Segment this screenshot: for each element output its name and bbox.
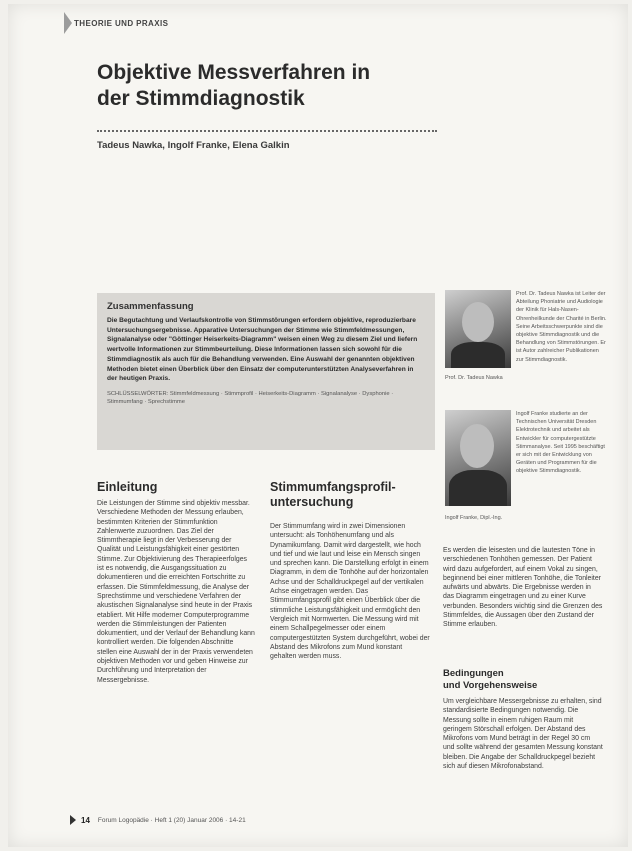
heading-bedingungen (443, 668, 608, 691)
heading-bedingungen-line-1: Bedingungen (443, 668, 504, 679)
bedingungen-paragraph: Um vergleichbare Messergebnisse zu erhalten, sind standardisierte Bedingungen notwendig. Die Messung sollte in einem ruhigen Raum mit geringem Störschall erfolgen. Der Abstand des Mikrofons vom Mund beträgt in der Regel 30 cm und sollte während der gesamten Messung konstant bleiben. Die Angabe der Schalldruckpegel bezieht sich auf diesen Mikrofonabstand. (443, 698, 603, 771)
bedingungen-text (443, 697, 603, 771)
author-caption-nawka: Prof. Dr. Tadeus Nawka (445, 375, 503, 381)
title-line-2: der Stimmdiagnostik (97, 87, 305, 110)
section-arrow-icon (64, 12, 72, 34)
page-number: 14 (81, 815, 90, 825)
authors: Tadeus Nawka, Ingolf Franke, Elena Galkin (97, 140, 290, 151)
section-label: THEORIE UND PRAXIS (74, 18, 169, 28)
heading-stimmumfang-line-2: untersuchung (270, 495, 354, 509)
summary-heading: Zusammenfassung (107, 301, 194, 312)
right-column-text (443, 546, 603, 630)
heading-bedingungen-line-2: und Vorgehensweise (443, 679, 538, 691)
author-bio-franke: Ingolf Franke studierte an der Technischen Universität Dresden Elektrotechnik und arbeitet als Entwickler für computergestützte Stimmanalyse. Seit 1995 beschäftigt er sich mit der Entwicklung von Geräten und Programmen für die objektive Stimmdiagnostik. (516, 411, 605, 475)
heading-stimmumfang (270, 480, 440, 510)
heading-einleitung: Einleitung (97, 480, 158, 494)
author-photo-nawka (445, 290, 511, 368)
heading-stimmumfang-line-1: Stimmumfangsprofil- (270, 480, 396, 494)
stimmumfang-paragraph: Der Stimmumfang wird in zwei Dimensionen untersucht: als Tonhöhenumfang und als Dynamikumfang. Damit wird dargestellt, wie hoch und tief und wie laut und leise ein Mensch singen und sprechen kann. Die Darstellung erfolgt in einem Diagramm, in dem die Tonhöhe auf der horizontalen Achse und der Schalldruckpegel auf der vertikalen Achse eingetragen werden. Das Stimmumfangsprofil gibt einen Überblick über die stimmliche Leistungsfähigkeit und ermöglicht den Vergleich mit Normwerten. Die Messung wird mit einem Schallpegelmesser oder einem computergestützten System durchgeführt, wobei der Abstand des Mikrofons zum Mund konstant gehalten werden muss. (270, 523, 430, 661)
footer-arrow-icon (70, 815, 76, 825)
summary-keywords: SCHLÜSSELWÖRTER: Stimmfeldmessung · Stimmprofil · Heiserkeits-Diagramm · Signalanalyse · Dysphonie · Stimmumfang · Sprechstimme (107, 390, 394, 405)
title-divider (97, 130, 437, 132)
page-footer (70, 815, 246, 825)
footer-citation: Forum Logopädie · Heft 1 (20) Januar 2006 · 14-21 (97, 816, 246, 824)
author-photo-franke (445, 410, 511, 506)
stimmumfang-text (270, 522, 430, 661)
right-column-paragraph: Es werden die leisesten und die lautesten Töne in verschiedenen Tonhöhen gemessen. Der Patient wird dazu aufgefordert, auf einem Vokal zu singen, beginnend bei einer mittleren Tonhöhe, die Tonleiter aufwärts und abwärts. Die Ergebnisse werden in das Diagramm eingetragen und zu einer Kurve verbunden. Besonders wichtig sind die Grenzen des Stimmfeldes, die Aussagen über den Zustand der Stimme erlauben. (443, 547, 603, 629)
summary-box (97, 293, 435, 450)
section-header (64, 12, 168, 34)
author-caption-franke: Ingolf Franke, Dipl.-Ing. (445, 515, 503, 521)
title-line-1: Objektive Messverfahren in (97, 61, 371, 84)
einleitung-text (97, 499, 255, 685)
summary-text: Die Begutachtung und Verlaufskontrolle von Stimmstörungen erfordern objektive, reproduzierbare Untersuchungsergebnisse. Apparative Untersuchungen der Stimme wie Stimmfeldmessungen, Signalanalyse oder "Göttinger Heiserkeits-Diagramm" weisen einen Weg zu diesem Ziel und liefern wertvolle Informationen zur Stimmbeurteilung. Diese Informationen lassen sich sowohl für die Stimmdiagnostik als auch für die Behandlung verwenden. Eine Auswahl der genannten objektiven Methoden bietet einen Überblick über den Einsatz der computerunterstützten Analyseverfahren in der heutigen Praxis. (107, 317, 418, 383)
einleitung-paragraph: Die Leistungen der Stimme sind objektiv messbar. Verschiedene Methoden der Messung erlauben, bestimmten Kriterien der Stimmfunktion Zahlenwerte zuzuordnen. Das Ziel der Stimmtherapie liegt in der Verbesserung der Qualität und Leistungsfähigkeit einer gestörten Stimme. Zur Objektivierung des Therapieerfolges ist es notwendig, die Ausgangssituation zu dokumentieren und die erreichten Fortschritte zu erfassen. Die Stimmfeldmessung, die Analyse der Sprechstimme und verschiedene Verfahren der akustischen Signalanalyse sind heute in der Praxis etabliert. Mit Hilfe moderner Computerprogramme werden die Stimmleistungen der Patienten dokumentiert, und der Verlauf der Behandlung kann kontrolliert werden. Die folgenden Abschnitte stellen eine Auswahl der in der Praxis verwendeten objektiven Methoden vor und geben Hinweise zur Durchführung und Interpretation der Messergebnisse. (97, 500, 255, 684)
article-title (97, 60, 517, 112)
author-bio-nawka: Prof. Dr. Tadeus Nawka ist Leiter der Abteilung Phoniatrie und Audiologie der Klinik für Hals-Nasen-Ohrenheilkunde der Charité in Berlin. Seine Arbeitsschwerpunkte sind die objektive Stimmdiagnostik und die Behandlung von Stimmstörungen. Er ist Autor zahlreicher Publikationen zur Stimmdiagnostik. (516, 291, 607, 363)
